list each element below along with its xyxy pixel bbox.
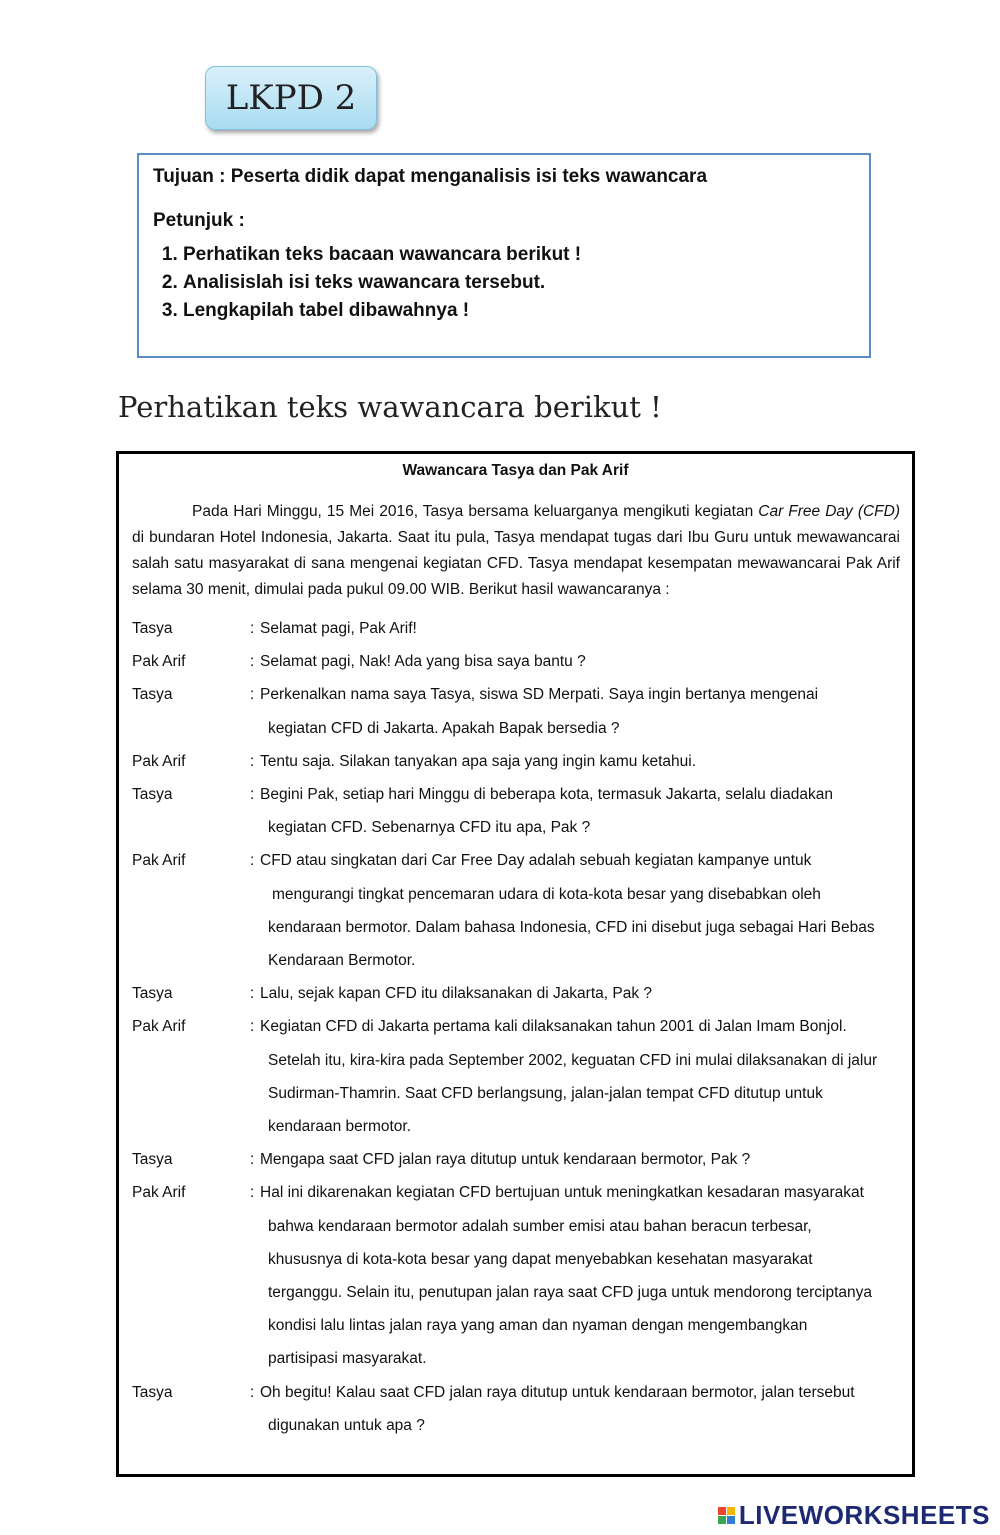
speaker-name: Tasya: [132, 1383, 173, 1401]
intro-part: di bundaran Hotel Indonesia, Jakarta. Saat itu pula, Tasya mendapat tugas dari Ibu Guru untuk mewawancarai salah satu masyarakat di sana mengenai kegiatan CFD. Tasya mendapat kesempatan mewawancarai Pak Arif selama 30 menit, dimulai pada pukul 09.00 WIB. Berikut hasil wawancaranya :: [132, 529, 900, 598]
speaker-name: Tasya: [132, 786, 173, 804]
dialog-turn: [132, 848, 902, 973]
utterance-line: kendaraan bermotor. Dalam bahasa Indonesia, CFD ini disebut juga sebagai Hari Bebas: [268, 918, 875, 936]
utterance-line: khususnya di kota-kota besar yang dapat menyebabkan kesehatan masyarakat: [268, 1250, 813, 1268]
speaker-colon: :: [250, 620, 255, 637]
utterance: [260, 649, 902, 674]
utterance: [260, 1014, 902, 1139]
speaker-colon: :: [250, 852, 255, 870]
utterance-line: Setelah itu, kira-kira pada September 2002, keguatan CFD ini mulai dilaksanakan di jalur: [268, 1051, 878, 1069]
interview-title: Wawancara Tasya dan Pak Arif: [402, 462, 629, 479]
dialog-turn: [132, 682, 902, 741]
lkpd-title: LKPD 2: [225, 78, 357, 118]
speaker-name: Pak Arif: [132, 1184, 186, 1202]
speaker-name: Tasya: [132, 1151, 173, 1169]
utterance: [260, 1147, 902, 1172]
utterance-line: Tentu saja. Silakan tanyakan apa saja yang ingin kamu ketahui.: [260, 752, 697, 770]
utterance-line: Hal ini dikarenakan kegiatan CFD bertujuan untuk meningkatkan kesadaran masyarakat: [260, 1184, 864, 1202]
speaker-colon: :: [250, 1151, 255, 1169]
speaker-colon: :: [250, 1383, 255, 1401]
utterance: [260, 616, 902, 641]
utterance-line: Sudirman-Thamrin. Saat CFD berlangsung, jalan-jalan tempat CFD ditutup untuk: [268, 1084, 823, 1102]
speaker-name: Pak Arif: [132, 653, 186, 671]
logo-icon: [718, 1507, 735, 1524]
utterance-line: CFD atau singkatan dari Car Free Day adalah sebuah kegiatan kampanye untuk: [260, 852, 812, 870]
dialog-turn: [132, 1147, 902, 1172]
goal-text: Tujuan : Peserta didik dapat menganalisis isi teks wawancara: [153, 166, 708, 187]
utterance-line: Kendaraan Bermotor.: [268, 952, 416, 970]
dialog-turn: [132, 782, 902, 841]
speaker-colon: :: [250, 1018, 255, 1036]
speaker-colon: :: [250, 686, 255, 704]
instructions-box: [137, 153, 871, 358]
intro-italic: Car Free Day (CFD): [758, 503, 900, 520]
step-item: 2. Analisislah isi teks wawancara tersebut.: [183, 269, 855, 297]
utterance: [260, 848, 902, 973]
dialog-turn: [132, 1180, 902, 1371]
utterance: [260, 1180, 902, 1371]
utterance-line: kegiatan CFD. Sebenarnya CFD itu apa, Pak ?: [268, 819, 591, 837]
utterance-line: kendaraan bermotor.: [268, 1118, 412, 1136]
utterance: [260, 682, 902, 741]
step-item: 1. Perhatikan teks bacaan wawancara berikut !: [183, 241, 855, 269]
interview-box: [116, 451, 915, 1477]
speaker-name: Pak Arif: [132, 1018, 186, 1036]
brand-name: LIVEWORKSHEETS: [738, 1500, 990, 1530]
utterance-line: Begini Pak, setiap hari Minggu di beberapa kota, termasuk Jakarta, selalu diadakan: [260, 786, 833, 804]
interview-intro: [132, 499, 900, 603]
dialog-turn: [132, 649, 902, 674]
speaker-name: Tasya: [132, 620, 173, 637]
utterance-line: Kegiatan CFD di Jakarta pertama kali dilaksanakan tahun 2001 di Jalan Imam Bonjol.: [260, 1018, 847, 1036]
utterance: [260, 749, 902, 774]
steps-list: [153, 241, 855, 325]
utterance-line: terganggu. Selain itu, penutupan jalan raya saat CFD juga untuk mendorong terciptanya: [268, 1284, 873, 1302]
utterance-line: Oh begitu! Kalau saat CFD jalan raya ditutup untuk kendaraan bermotor, jalan tersebut: [260, 1383, 855, 1401]
dialog-turn: [132, 981, 902, 1006]
speaker-name: Tasya: [132, 985, 173, 1003]
utterance-line: Perkenalkan nama saya Tasya, siswa SD Merpati. Saya ingin bertanya mengenai: [260, 686, 819, 704]
utterance-line: Selamat pagi, Pak Arif!: [260, 620, 417, 637]
hint-label: Petunjuk :: [153, 210, 245, 231]
utterance-line: partisipasi masyarakat.: [268, 1350, 427, 1368]
utterance-line: Mengapa saat CFD jalan raya ditutup untuk kendaraan bermotor, Pak ?: [260, 1151, 751, 1169]
dialog-list: [132, 616, 902, 1446]
utterance-line: bahwa kendaraan bermotor adalah sumber emisi atau bahan beracun terbesar,: [268, 1217, 812, 1235]
speaker-name: Pak Arif: [132, 852, 186, 870]
utterance-line: mengurangi tingkat pencemaran udara di kota-kota besar yang disebabkan oleh: [272, 885, 821, 903]
utterance-line: Lalu, sejak kapan CFD itu dilaksanakan di Jakarta, Pak ?: [260, 985, 653, 1003]
utterance-line: Selamat pagi, Nak! Ada yang bisa saya bantu ?: [260, 653, 586, 671]
utterance-line: kegiatan CFD di Jakarta. Apakah Bapak bersedia ?: [268, 719, 620, 737]
speaker-colon: :: [250, 985, 255, 1003]
utterance: [260, 782, 902, 841]
dialog-turn: [132, 1014, 902, 1139]
utterance: [260, 1380, 902, 1439]
dialog-turn: [132, 616, 902, 641]
speaker-name: Tasya: [132, 686, 173, 704]
utterance-line: kondisi lalu lintas jalan raya yang aman dan nyaman dengan mengembangkan: [268, 1317, 808, 1335]
dialog-turn: [132, 749, 902, 774]
lkpd-title-badge: [205, 66, 377, 130]
speaker-colon: :: [250, 1184, 255, 1202]
utterance-line: digunakan untuk apa ?: [268, 1416, 425, 1434]
utterance: [260, 981, 902, 1006]
speaker-colon: :: [250, 653, 255, 671]
speaker-colon: :: [250, 752, 255, 770]
liveworksheets-logo: [718, 1500, 990, 1531]
section-heading: Perhatikan teks wawancara berikut !: [118, 390, 662, 424]
speaker-name: Pak Arif: [132, 752, 186, 770]
dialog-turn: [132, 1380, 902, 1439]
step-item: 3. Lengkapilah tabel dibawahnya !: [183, 297, 855, 325]
intro-part: Pada Hari Minggu, 15 Mei 2016, Tasya bersama keluarganya mengikuti kegiatan: [192, 503, 759, 520]
speaker-colon: :: [250, 786, 255, 804]
